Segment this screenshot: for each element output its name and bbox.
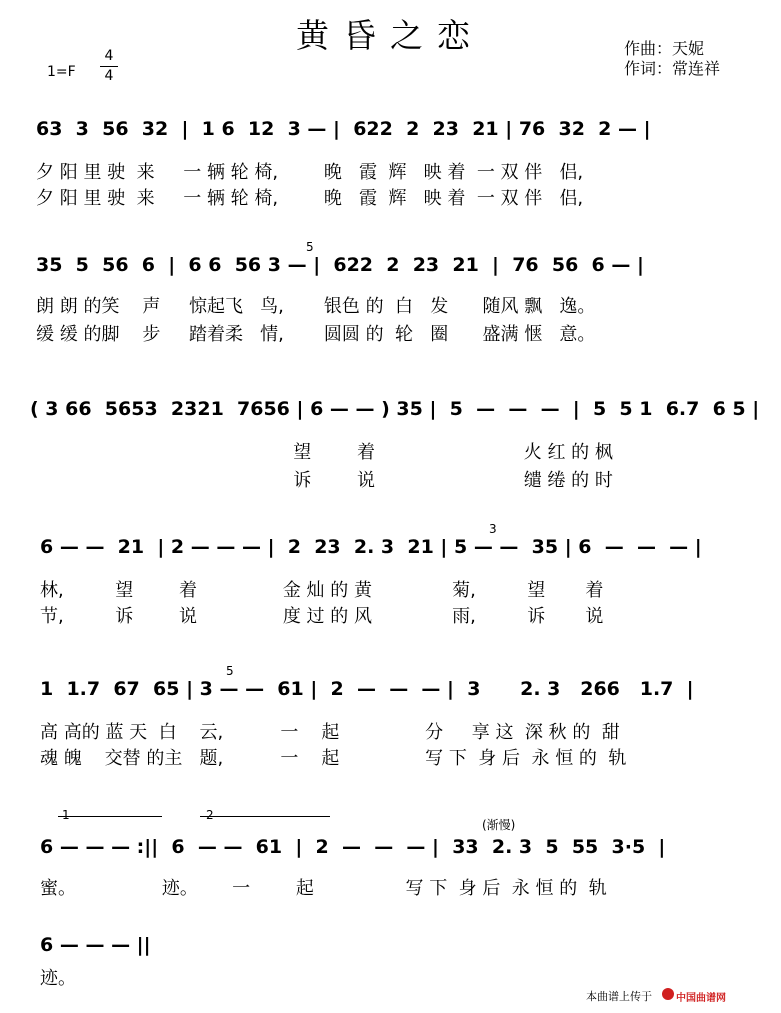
tempo-marking: (渐慢) [482,818,516,832]
lyric-line-2a: 朗 朗 的笑 声 惊起飞 鸟, 银色 的 白 发 随风 飘 逸。 [36,296,596,317]
grace-note-row5: 5 [226,664,234,678]
lyric-line-7: 迹。 [40,968,76,989]
volta-1-bracket [58,816,162,817]
lyric-line-1b: 夕 阳 里 驶 来 一 辆 轮 椅, 晚 霞 辉 映 着 一 双 伴 侣, [36,188,584,209]
site-logo-icon [662,988,674,1000]
page-title: 黄昏之恋 [296,16,484,55]
lyric-line-4a: 林, 望 着 金 灿 的 黄 菊, 望 着 [40,580,604,601]
meter-divider [100,66,118,67]
score-line-4: 6 — — 21 | 2 — — — | 2 23 2. 3 21 | 5 — — 35 | 6 — — — | [40,536,702,558]
score-line-2: 35 5 56 6 | 6 6 56 3 — | 622 2 23 21 | 76 56 6 — | [36,254,644,276]
footer-upload-text: 本曲谱上传于 [586,990,652,1003]
lyricist-credit: 作词：常连祥 [624,59,721,78]
volta-2-bracket [200,816,330,817]
lyric-line-2b: 缓 缓 的脚 步 踏着柔 情, 圆圆 的 轮 圈 盛满 惬 意。 [36,324,596,345]
composer-credit: 作曲：天妮 [624,39,705,58]
meter-bottom: 4 [104,68,114,84]
key-signature: 1=F [47,64,76,80]
score-line-3: ( 3 66 5653 2321 7656 | 6 — — ) 35 | 5 — — — | 5 5 1 6.7 6 5 | [30,398,760,420]
lyric-line-5a: 高 高的 蓝 天 白 云, 一 起 分 享 这 深 秋 的 甜 [40,722,620,743]
lyric-line-5b: 魂 魄 交替 的主 题, 一 起 写 下 身 后 永 恒 的 轨 [40,748,627,769]
lyric-line-4b: 节, 诉 说 度 过 的 风 雨, 诉 说 [40,606,604,627]
volta-1-label: 1 [62,808,70,822]
volta-2-label: 2 [206,808,214,822]
score-line-5: 1 1.7 67 65 | 3 — — 61 | 2 — — — | 3 2. 3 266 1.7 | [40,678,694,700]
score-line-6: 6 — — — :|| 6 — — 61 | 2 — — — | 33 2. 3 5 55 3·5 | [40,836,666,858]
score-line-7: 6 — — — || [40,934,151,956]
grace-note-row4: 3 [489,522,497,536]
meter-top: 4 [104,48,114,64]
lyric-line-1a: 夕 阳 里 驶 来 一 辆 轮 椅, 晚 霞 辉 映 着 一 双 伴 侣, [36,162,584,183]
lyric-line-3b: 诉 说 缱 绻 的 时 [30,470,613,491]
grace-note-row2: 5 [306,240,314,254]
lyric-line-3a: 望 着 火 红 的 枫 [30,442,613,463]
score-line-1: 63 3 56 32 | 1 6 12 3 — | 622 2 23 21 | 76 32 2 — | [36,118,651,140]
site-name: 中国曲谱网 [676,993,726,1004]
lyric-line-6: 蜜。 迹。 一 起 写 下 身 后 永 恒 的 轨 [40,878,607,899]
